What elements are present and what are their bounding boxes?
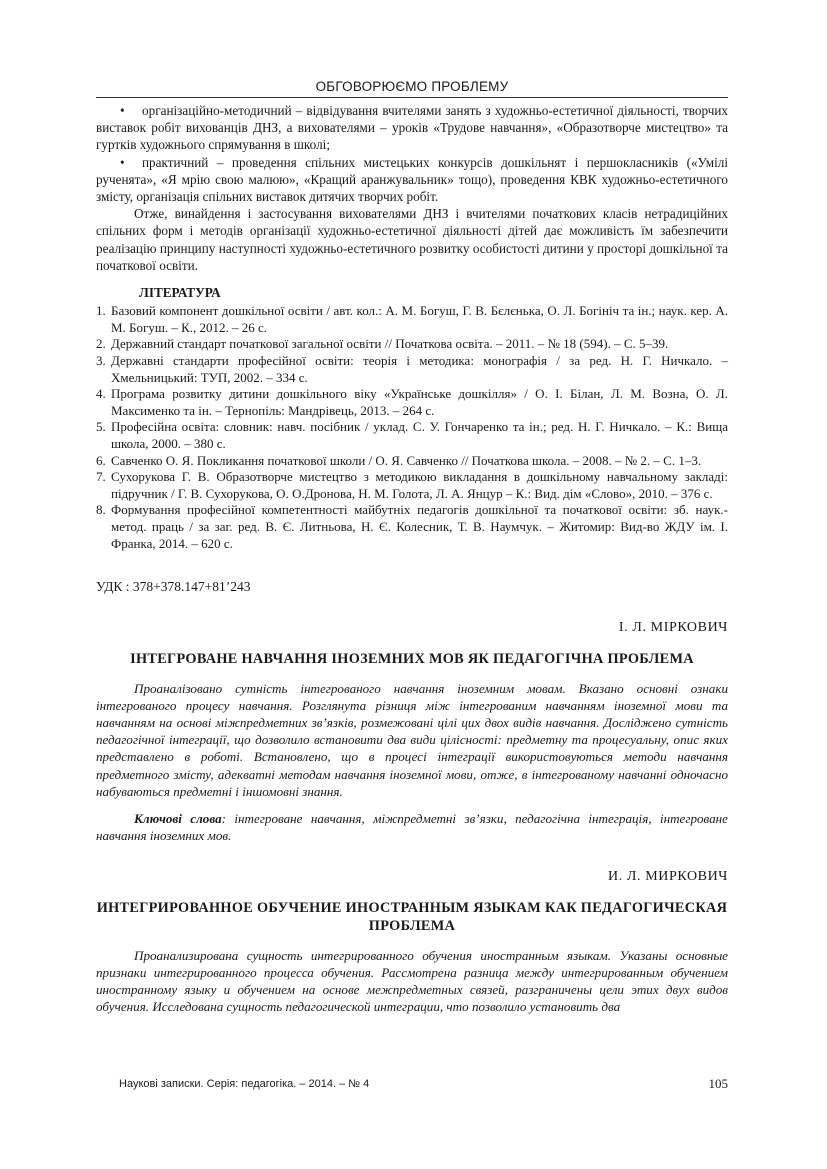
reference-number: 5.: [96, 419, 106, 435]
reference-number: 2.: [96, 336, 106, 352]
bullet-paragraph-2: [96, 154, 728, 206]
reference-item: [96, 353, 728, 386]
bullet-text-1: організаційно-методичний – відвідування вчителями занять з художньо-естетичної діяльності, творчих виставок робіт вихованців ДНЗ, а вихователями – уроків «Трудове навчання», «Образотворче мистецтво» та гуртків художнього спрямування в школі;: [96, 103, 728, 153]
bullet-paragraph-1: [96, 102, 728, 154]
reference-text: Сухорукова Г. В. Образотворче мистецтво з методикою викладання в дошкільному навчальному закладі: підручник / Г. В. Сухорукова, О. О.Дронова, Н. М. Голота, Л. А. Янцур – К.: Вид. дім «Слово», 2010. – 376 с.: [111, 469, 728, 501]
abstract-ua: Проаналізовано сутність інтегрованого навчання іноземним мовам. Вказано основні ознаки інтегрованого процесу навчання. Розглянута різниця між інтегрованим навчанням іноземної мови та навчанням на основі міжпредметних зв’язків, розмежовані цілі цих двох видів навчання. Досліджено сутність педагогічної інтеграції, що дозволило встановити два види цілісності: предметну та процесуальну, опис яких представлено в роботі. Встановлено, що в процесі інтеграції використовуються методи навчання предметного змісту, адекватні методам навчання іноземної мови, отже, в інтегрованому навчанні одночасно набуваються предметні і іншомовні знання.: [96, 680, 728, 799]
header-rule: [96, 97, 728, 98]
author-ua: І. Л. МІРКОВИЧ: [618, 620, 728, 636]
reference-item: [96, 469, 728, 502]
abstract-ru: Проанализирована сущность интегрированного обучения иностранным языкам. Указаны основные признаки интегрированного процесса обучения. Рассмотрена разница между интегрированным обучением иностранному языку и обучением на основе межпредметных связей, разграничены цели этих двух видов обучения. Исследована сущность педагогической интеграции, что позволило установить два: [96, 947, 728, 1015]
reference-number: 4.: [96, 386, 106, 402]
reference-item: [96, 419, 728, 452]
reference-item: [96, 336, 728, 353]
reference-text: Савченко О. Я. Покликання початкової школи / О. Я. Савченко // Початкова школа. – 2008. – № 2. – С. 1–3.: [111, 452, 702, 468]
bullet-icon: •: [120, 103, 125, 118]
reference-number: 6.: [96, 452, 106, 468]
reference-text: Професійна освіта: словник: навч. посібник / уклад. С. У. Гончаренко та ін.; ред. Н. Г. Ничкало. – К.: Вища школа, 2000. – 380 с.: [111, 419, 728, 451]
literature-heading: ЛІТЕРАТУРА: [139, 285, 221, 301]
reference-number: 7.: [96, 469, 106, 485]
udk-code: УДК : 378+378.147+81’243: [96, 579, 251, 595]
reference-number: 3.: [96, 353, 106, 369]
reference-text: Програма розвитку дитини дошкільного віку «Українське дошкілля» / О. І. Білан, Л. М. Возна, О. Л. Максименко та ін. – Тернопіль: Мандрівець, 2013. – 264 с.: [111, 386, 728, 418]
running-header: ОБГОВОРЮЄМО ПРОБЛЕМУ: [315, 79, 509, 94]
reference-number: 8.: [96, 502, 106, 518]
keywords-label: Ключові слова: [134, 810, 222, 826]
bullet-icon: •: [120, 154, 125, 170]
keywords-text: : інтегроване навчання, міжпредметні зв’язки, педагогічна інтеграція, інтегроване навчання іноземних мов.: [96, 810, 728, 844]
article-title-ua: ІНТЕГРОВАНЕ НАВЧАННЯ ІНОЗЕМНИХ МОВ ЯК ПЕДАГОГІЧНА ПРОБЛЕМА: [130, 650, 694, 667]
reference-text: Державні стандарти професійної освіти: теорія і методика: монографія / за ред. Н. Г. Ничкало. – Хмельницький: ТУП, 2002. – 334 с.: [111, 353, 728, 385]
reference-list: [96, 303, 728, 552]
journal-citation: Наукові записки. Серія: педагогіка. – 2014. – № 4: [119, 1078, 370, 1090]
reference-text: Базовий компонент дошкільної освіти / авт. кол.: А. М. Богуш, Г. В. Бєлєнька, О. Л. Богініч та ін.; наук. кер. А. М. Богуш. – К., 2012. – 26 с.: [111, 303, 728, 335]
reference-text: Формування професійної компетентності майбутніх педагогів дошкільної та початкової освіти: зб. наук.-метод. праць / за заг. ред. В. Є. Литньова, Н. Є. Колесник, Т. В. Наумчук. – Житомир: Вид-во ЖДУ ім. І. Франка, 2014. – 620 с.: [111, 502, 728, 551]
article-title-ru: ИНТЕГРИРОВАННОЕ ОБУЧЕНИЕ ИНОСТРАННЫМ ЯЗЫКАМ КАК ПЕДАГОГИЧЕСКАЯ ПРОБЛЕМА: [96, 899, 728, 934]
reference-item: [96, 502, 728, 552]
reference-item: [96, 386, 728, 419]
reference-item: [96, 303, 728, 336]
author-ru: И. Л. МИРКОВИЧ: [608, 869, 728, 885]
reference-number: 1.: [96, 303, 106, 319]
reference-item: [96, 453, 728, 470]
conclusion-paragraph: Отже, винайдення і застосування вихователями ДНЗ і вчителями початкових класів нетрадиційних спільних форм і методів організації художньо-естетичної діяльності дітей дає можливість їм забезпечити реалізацію принципу наступності художньо-естетичного розвитку особистості дитини у просторі дошкільної та початкової освіти.: [96, 206, 728, 273]
bullet-text-2: практичний – проведення спільних мистецьких конкурсів дошкільнят і першокласників («Умілі рученята», «Я мрію свою малюю», «Кращий аранжувальник» тощо), проведення КВК художньо-естетичного змісту, організація спільних виставок дитячих творчих робіт.: [96, 154, 728, 205]
page-number: 105: [708, 1076, 728, 1091]
page-body: [96, 102, 728, 1015]
keywords-ua: [96, 810, 728, 844]
reference-text: Державний стандарт початкової загальної освіти // Початкова освіта. – 2011. – № 18 (594). – С. 5–39.: [111, 336, 669, 352]
